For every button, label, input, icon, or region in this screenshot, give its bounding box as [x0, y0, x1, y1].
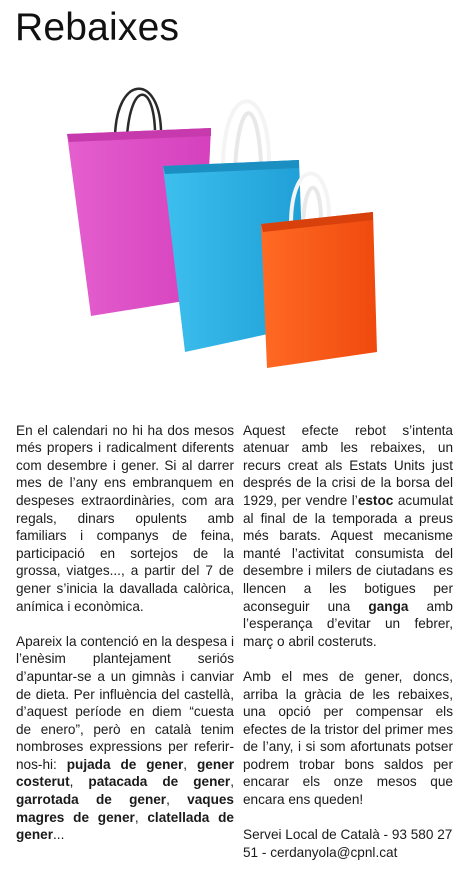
right-paragraph-2: Amb el mes de gener, doncs, arriba la gràcia de les rebaixes, una opció per compensar els efectes de la tristor del primer mes de l’any, i si som afortunats potser podrem trobar bons saldos per encarar els onze mesos que encara ens queden!: [243, 668, 453, 808]
page-title: Rebaixes: [15, 6, 180, 49]
separator: ,: [134, 809, 148, 825]
right-p1-part: amb l’esperança d’evitar un febrer, març o abril costeruts.: [243, 598, 453, 649]
separator: ,: [230, 774, 235, 790]
term-ganga: ganga: [368, 598, 409, 614]
left-paragraph-1: En el calendari no hi ha dos mesos més propers i radicalment diferents com desembre i gener. Si al darrer mes de l’any ens embranquem en despeses extraordinàries, com ara regals, dinars opulents amb familiars i companys de feina, participació en sortejos de la grossa, viatges..., a partir del 7 de gener s’inicia la davallada calòrica, anímica i econòmica.: [16, 422, 234, 614]
ellipsis: ...: [53, 827, 65, 843]
term-clatellada: clatellada de gener: [16, 809, 234, 843]
term-estoc: estoc: [357, 492, 394, 508]
separator: ,: [69, 774, 89, 790]
term-garrotada: garrotada de gener: [16, 792, 167, 808]
term-patacada: patacada de gener: [88, 774, 231, 790]
term-vaques: vaques magres de gener: [16, 792, 234, 825]
right-p1-part: acumulat al final de la temporada a preus més barats. Aquest mecanisme manté l’activitat consumista del desembre i milers de ciutadans es llencen a les botigues per aconseguir una: [243, 492, 453, 614]
left-paragraph-2: [16, 633, 234, 844]
separator: ,: [166, 792, 188, 808]
left-paragraph-2-text: Apareix la contenció en la despesa i l’enèsim plantejament seriós d’apuntar-se a un gimnàs i canviar de dieta. Per influència del castellà, d’aquest període en diem “cuesta de enero”, però en català tenim nombroses expressions per referir-nos-hi:: [16, 633, 234, 772]
term-costerut: gener costerut: [16, 756, 235, 790]
right-paragraph-1: [243, 422, 453, 651]
left-column: [16, 404, 234, 861]
separator: ,: [183, 756, 197, 772]
right-column: [243, 404, 453, 879]
contact-footer: Servei Local de Català - 93 580 27 51 - cerdanyola@cpnl.cat: [243, 827, 453, 860]
shopping-bags-image: [55, 78, 395, 396]
term-pujada: pujada de gener: [66, 756, 184, 772]
right-p1-part: Aquest efecte rebot s’intenta atenuar amb les rebaixes, un recurs creat als Estats Units just després de la crisi de la borsa del 1929, per vendre l’: [243, 422, 453, 508]
